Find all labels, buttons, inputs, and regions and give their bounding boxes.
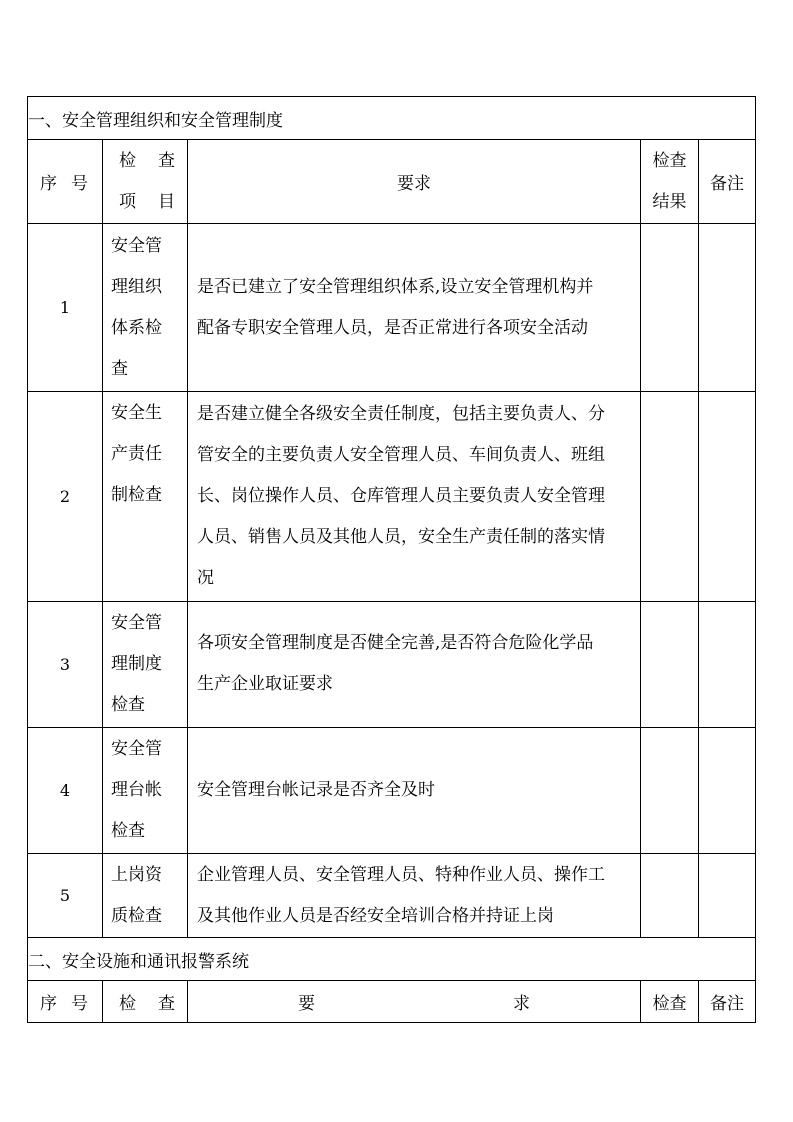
row-requirement: 各项安全管理制度是否健全完善,是否符合危险化学品 生产企业取证要求: [188, 602, 641, 728]
section-2-title: 二、安全设施和通讯报警系统: [28, 938, 756, 981]
table-row: [28, 224, 756, 392]
header2-item: 检 查: [103, 981, 188, 1023]
row-remark-cell[interactable]: [699, 224, 756, 392]
table-row: [28, 392, 756, 602]
row-number: 2: [28, 392, 103, 602]
header-item: 检 查 项 目: [103, 140, 188, 224]
header-seq: 序 号: [28, 140, 103, 224]
header-remark: 备注: [699, 140, 756, 224]
row-result-cell[interactable]: [641, 728, 699, 854]
row-number: 4: [28, 728, 103, 854]
inspection-table: [27, 96, 756, 1023]
row-result-cell[interactable]: [641, 854, 699, 938]
header-row: [28, 140, 756, 224]
row-remark-cell[interactable]: [699, 602, 756, 728]
row-item: 安全管 理制度 检查: [103, 602, 188, 728]
table-row: [28, 728, 756, 854]
table-row: [28, 602, 756, 728]
row-remark-cell[interactable]: [699, 854, 756, 938]
table-row: [28, 854, 756, 938]
row-item: 安全管 理台帐 检查: [103, 728, 188, 854]
row-remark-cell[interactable]: [699, 392, 756, 602]
row-remark-cell[interactable]: [699, 728, 756, 854]
row-number: 3: [28, 602, 103, 728]
row-requirement: 企业管理人员、安全管理人员、特种作业人员、操作工 及其他作业人员是否经安全培训合格并持证上岗: [188, 854, 641, 938]
row-result-cell[interactable]: [641, 224, 699, 392]
header2-result: 检查: [641, 981, 699, 1023]
header-requirement: 要求: [188, 140, 641, 224]
row-number: 5: [28, 854, 103, 938]
header-row-2: [28, 981, 756, 1023]
header2-remark: 备注: [699, 981, 756, 1023]
row-requirement: 安全管理台帐记录是否齐全及时: [188, 728, 641, 854]
row-item: 上岗资 质检查: [103, 854, 188, 938]
section-2-row: [28, 938, 756, 981]
row-result-cell[interactable]: [641, 392, 699, 602]
section-1-row: [28, 97, 756, 140]
row-requirement: 是否已建立了安全管理组织体系,设立安全管理机构并 配备专职安全管理人员，是否正常进行各项安全活动: [188, 224, 641, 392]
row-item: 安全管 理组织 体系检 查: [103, 224, 188, 392]
header-result: 检查 结果: [641, 140, 699, 224]
row-item: 安全生 产责任 制检查: [103, 392, 188, 602]
header2-requirement: 要 求: [188, 981, 641, 1023]
row-number: 1: [28, 224, 103, 392]
row-result-cell[interactable]: [641, 602, 699, 728]
header2-seq: 序 号: [28, 981, 103, 1023]
section-1-title: 一、安全管理组织和安全管理制度: [28, 97, 756, 140]
row-requirement: 是否建立健全各级安全责任制度，包括主要负责人、分 管安全的主要负责人安全管理人员、车间负责人、班组 长、岗位操作人员、仓库管理人员主要负责人安全管理 人员、销售人员及其他人员，安全生产责任制的落实情 况: [188, 392, 641, 602]
